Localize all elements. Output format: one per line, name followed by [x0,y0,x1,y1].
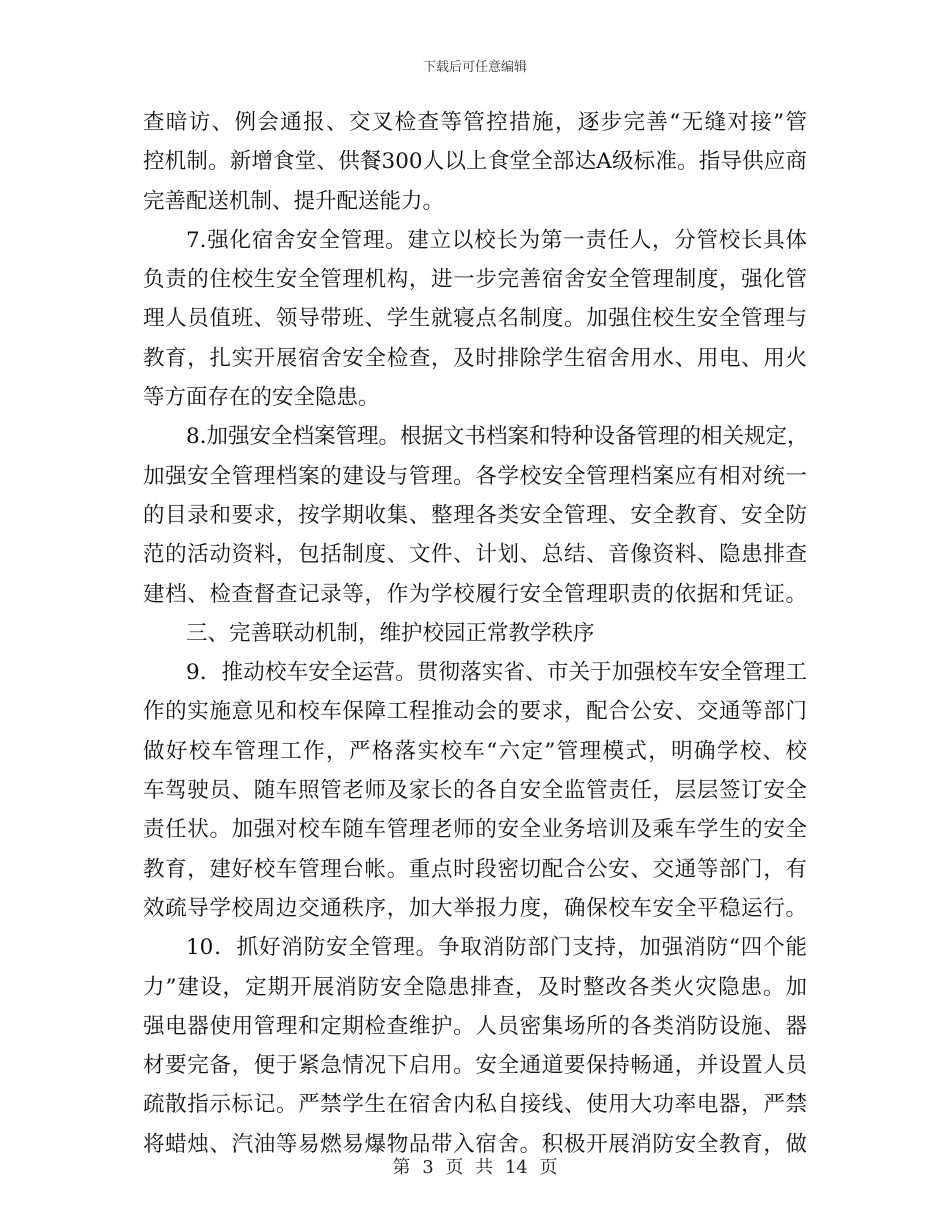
text-line: 的目录和要求，按学期收集、整理各类安全管理、安全教育、安全防 [143,502,807,528]
text-line: 控机制。新增食堂、供餐300人以上食堂全部达A级标准。指导供应商 [143,149,807,175]
text-line: 7.强化宿舍安全管理。建立以校长为第一责任人，分管校长具体 [186,227,807,253]
text-line: 查暗访、例会通报、交叉检查等管控措施，逐步完善“无缝对接”管 [143,110,807,135]
text-line: 8.加强安全档案管理。根据文书档案和特种设备管理的相关规定， [186,424,809,450]
page-number: 第 3 页 共 14 页 [392,1157,558,1178]
header-note: 下载后可任意编辑 [422,60,527,75]
text-line: 教育，扎实开展宿舍安全检查，及时排除学生宿舍用水、用电、用火 [143,345,807,371]
text-line: 责任状。加强对校车随车管理老师的安全业务培训及乘车学生的安全 [143,817,807,843]
text-line: 材要完备，便于紧急情况下启用。安全通道要保持畅通，并设置人员 [143,1053,807,1079]
text-line: 9．推动校车安全运营。贯彻落实省、市关于加强校车安全管理工 [186,660,807,686]
text-line: 将蜡烛、汽油等易燃易爆物品带入宿舍。积极开展消防安全教育，做 [143,1131,807,1157]
text-line: 做好校车管理工作，严格落实校车“六定”管理模式，明确学校、校 [143,738,807,764]
text-line: 10．抓好消防安全管理。争取消防部门支持，加强消防“四个能 [186,935,807,961]
text-line: 力”建设，定期开展消防安全隐患排查，及时整改各类火灾隐患。加 [143,974,807,1000]
text-line: 作的实施意见和校车保障工程推动会的要求，配合公安、交通等部门 [143,699,807,725]
text-line: 三、完善联动机制，维护校园正常教学秩序 [186,620,595,646]
document-body [143,103,807,1164]
text-line: 教育，建好校车管理台帐。重点时段密切配合公安、交通等部门，有 [143,856,807,882]
text-line: 效疏导学校周边交通秩序，加大举报力度，确保校车安全平稳运行。 [143,895,807,921]
text-line: 车驾驶员、随车照管老师及家长的各自安全监管责任，层层签订安全 [143,778,807,804]
text-line: 加强安全管理档案的建设与管理。各学校安全管理档案应有相对统一 [143,463,807,489]
text-line: 完善配送机制、提升配送能力。 [143,188,445,214]
text-line: 等方面存在的安全隐患。 [143,385,380,411]
text-line: 建档、检查督查记录等，作为学校履行安全管理职责的依据和凭证。 [143,581,807,607]
text-line: 理人员值班、领导带班、学生就寝点名制度。加强住校生安全管理与 [143,306,807,332]
text-line: 负责的住校生安全管理机构，进一步完善宿舍安全管理制度，强化管 [143,267,807,293]
text-line: 强电器使用管理和定期检查维护。人员密集场所的各类消防设施、器 [143,1013,807,1039]
text-line: 疏散指示标记。严禁学生在宿舍内私自接线、使用大功率电器，严禁 [143,1092,807,1118]
text-line: 范的活动资料，包括制度、文件、计划、总结、音像资料、隐患排查 [143,542,807,568]
